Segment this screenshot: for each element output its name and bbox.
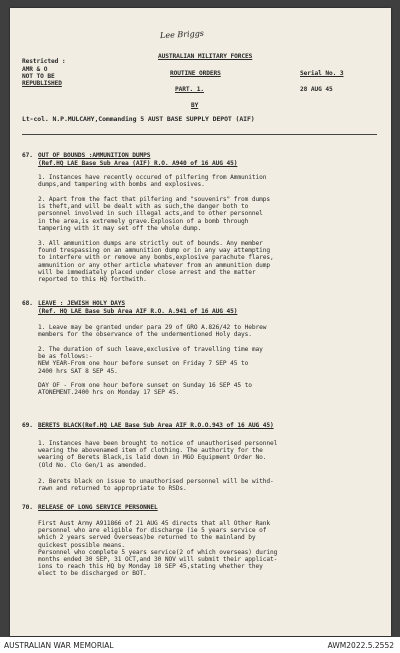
text-line: 1. Instances have recently occured of pilfering from Ammunition: [38, 174, 267, 181]
text-line: 2. The duration of such leave,exclusive of travelling time may: [38, 346, 263, 353]
paragraph: [38, 174, 266, 188]
text-line: NEW YEAR-From one hour before sunset on Friday 7 SEP 45 to: [38, 360, 249, 368]
text-line: ammunition or any other article whatever from an ammunition dump: [38, 261, 271, 269]
paragraph: [38, 440, 277, 469]
document-page: [10, 8, 391, 636]
section-number: 67.: [22, 152, 33, 159]
item-id: AWM2022.5.2552: [327, 641, 394, 650]
text-line: tampering with it may set off the whole dump.: [38, 224, 202, 232]
text-line: members for the observance of the undermentioned Holy days.: [38, 331, 252, 339]
text-line: reported to this HQ forthwith.: [38, 276, 147, 284]
paragraph: [38, 478, 274, 492]
text-line: 2400 hrs SAT 8 SEP 45.: [38, 367, 118, 375]
by-label: BY: [191, 102, 199, 109]
serial-number: Serial No. 3: [300, 70, 344, 77]
section-title: OUT OF BOUNDS :AMMUNITION DUMPS: [38, 152, 151, 159]
text-line: 2. Apart from the fact that pilfering and "souvenirs" from dumps: [38, 196, 271, 203]
section-number: 70.: [22, 504, 33, 511]
text-line: in the area,is extremely grave.Explosion of a bomb through: [38, 217, 249, 225]
text-line: ATONEMENT.2400 hrs on Monday 17 SEP 45.: [38, 389, 180, 397]
section-title: BERETS BLACK(Ref.HQ LAE Base Sub Area AIF R.O.O.943 of 16 AUG 45): [38, 422, 274, 429]
part-label: PART. 1.: [175, 86, 205, 93]
text-line: dumps,and tampering with bombs and explosives.: [38, 181, 205, 189]
text-line: (Old No. Clo Gen/1 as amended.: [38, 461, 147, 469]
handwritten-signature: Lee Briggs: [159, 28, 205, 41]
text-line: 1. Instances have been brought to notice of unauthorised personnel: [38, 440, 278, 447]
text-line: 3. All ammunition dumps are strictly out of bounds. Any member: [38, 240, 263, 247]
text-line: elect to be discharged or BOT.: [38, 570, 147, 578]
header-divider: [22, 134, 377, 135]
order-date: 28 AUG 45: [300, 86, 333, 93]
doc-type: ROUTINE ORDERS: [170, 70, 221, 77]
paragraph: [38, 324, 266, 338]
source-credit: AUSTRALIAN WAR MEMORIAL: [4, 641, 114, 650]
text-line: Personnel who complete 5 years service(2 of which overseas) during: [38, 548, 278, 556]
text-line: ions to reach this HQ by Monday 10 SEP 45,stating whether they: [38, 563, 263, 571]
text-line: DAY OF - From one hour before sunset on Sunday 16 SEP 45 to: [38, 382, 252, 390]
commander-line: Lt-col. N.P.MULCAHY,Commanding 5 AUST BASE SUPPLY DEPOT (AIF): [22, 115, 255, 123]
paragraph: [38, 240, 274, 283]
restriction-line-3: NOT TO BE: [22, 73, 55, 80]
restriction-line-1: Restricted :: [22, 58, 66, 65]
text-line: which 2 years served Overseas)be returned to the mainland by: [38, 534, 256, 542]
restriction-line-4: REPUBLISHED: [22, 80, 62, 87]
paragraph: [38, 520, 277, 578]
section-number: 68.: [22, 300, 33, 307]
paragraph: [38, 196, 270, 232]
text-line: wearing the abovenamed item of clothing. The authority for the: [38, 447, 263, 455]
text-line: quickest possible means.: [38, 541, 126, 549]
org-heading: AUSTRALIAN MILITARY FORCES: [158, 53, 253, 60]
text-line: is theft,and will be dealt with as such,the danger both to: [38, 203, 249, 211]
text-line: First Aust Army A911866 of 21 AUG 45 directs that all Other Rank: [38, 520, 271, 527]
text-line: personnel involved in such illegal acts,and to other personnel: [38, 210, 263, 218]
text-line: 2. Berets black on issue to unauthorised personnel will be withd-: [38, 478, 274, 485]
text-line: be as follows:-: [38, 353, 93, 361]
section-reference: (Ref. HQ LAE Base Sub Area AIF R.O. A.941 of 16 AUG 45): [38, 308, 238, 315]
section-title: RELEASE OF LONG SERVICE PERSONNEL: [38, 504, 158, 511]
archive-footer: [0, 637, 400, 653]
text-line: personnel who are eligible for discharge (ie 5 years service of: [38, 527, 267, 535]
text-line: 1. Leave may be granted under para 29 of GRO A.826/42 to Hebrew: [38, 324, 267, 331]
text-line: will be immediately placed under close arrest and the matter: [38, 268, 256, 276]
section-reference: (Ref.HQ LAE Base Sub Area (AIF) R.O. A940 of 16 AUG 45): [38, 160, 238, 167]
text-line: months ended 30 SEP, 31 OCT,and 30 NOV will submit their applicat-: [38, 556, 278, 564]
paragraph: [38, 346, 263, 396]
restriction-line-2: AMR & O: [22, 66, 48, 73]
section-title: LEAVE : JEWISH HOLY DAYS: [38, 300, 126, 307]
text-line: found trespassing on an ammunition dump or in any way attempting: [38, 247, 271, 255]
text-line: to interfere with or remove any bombs,explosive parachute flares,: [38, 254, 274, 262]
text-line: wearing of Berets Black,is laid down in MGO Equipment Order No.: [38, 454, 267, 462]
section-number: 69.: [22, 422, 33, 429]
text-line: rawn and returned to appropriate to RSDs.: [38, 485, 187, 493]
text-line: [38, 375, 263, 382]
